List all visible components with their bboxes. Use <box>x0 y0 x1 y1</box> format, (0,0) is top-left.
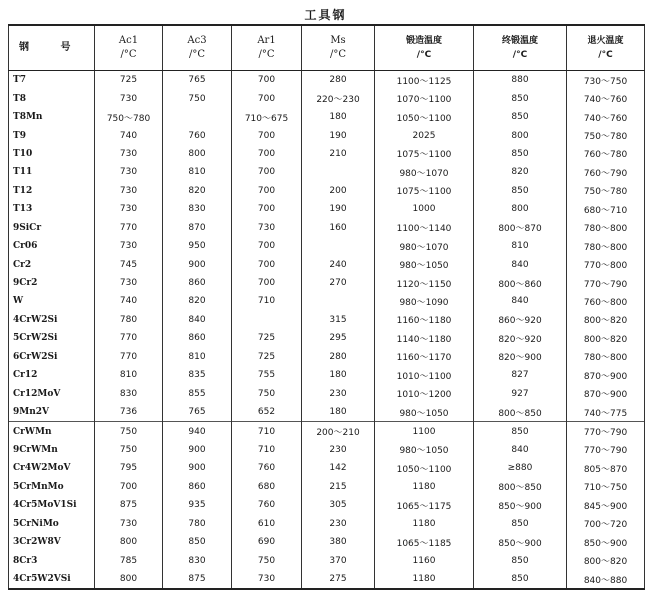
table-cell: 240 <box>302 255 375 273</box>
table-cell: 850 <box>474 551 567 569</box>
table-cell: 770 <box>95 348 163 366</box>
table-cell: 900 <box>163 441 232 459</box>
table-row <box>9 422 645 441</box>
table-row <box>9 145 645 163</box>
table-cell: 820 <box>163 292 232 310</box>
steel-grade-cell: T7 <box>9 71 95 90</box>
table-cell: 700 <box>232 71 302 90</box>
table-cell: 180 <box>302 108 375 126</box>
table-cell: 935 <box>163 496 232 514</box>
table-cell: 700 <box>232 89 302 107</box>
table-cell: 700 <box>232 182 302 200</box>
table-cell: 680～710 <box>567 200 645 218</box>
table-cell: 230 <box>302 441 375 459</box>
table-cell: 850 <box>474 515 567 533</box>
table-row <box>9 89 645 107</box>
table-cell: 1160～1180 <box>375 311 474 329</box>
table-cell: 770～800 <box>567 255 645 273</box>
table-cell: 1160 <box>375 551 474 569</box>
table-row <box>9 219 645 237</box>
table-cell: 1075～1100 <box>375 145 474 163</box>
table-cell: 860 <box>163 274 232 292</box>
table-cell: 810 <box>163 348 232 366</box>
table-cell: 780～800 <box>567 348 645 366</box>
table-cell: 770～790 <box>567 422 645 441</box>
table-cell: 800 <box>95 533 163 551</box>
table-cell: 736 <box>95 403 163 422</box>
header-ms: Ms /°C <box>302 25 375 71</box>
table-cell: 680 <box>232 478 302 496</box>
table-cell: 765 <box>163 71 232 90</box>
steel-grade-cell: T10 <box>9 145 95 163</box>
table-cell: 725 <box>232 329 302 347</box>
table-cell: 805～870 <box>567 459 645 477</box>
table-cell: 840 <box>474 255 567 273</box>
header-ar1: Ar1 /°C <box>232 25 302 71</box>
table-row <box>9 292 645 310</box>
table-cell: 870～900 <box>567 384 645 402</box>
table-cell: 750 <box>163 89 232 107</box>
table-cell: 810 <box>474 237 567 255</box>
table-cell: 305 <box>302 496 375 514</box>
table-row <box>9 551 645 569</box>
table-cell: 190 <box>302 126 375 144</box>
table-cell: 980～1070 <box>375 237 474 255</box>
table-cell: 730 <box>95 515 163 533</box>
table-cell: 700 <box>232 145 302 163</box>
steel-grade-cell: Cr12 <box>9 366 95 384</box>
table-cell: 1070～1100 <box>375 89 474 107</box>
steel-grade-cell: 5CrNiMo <box>9 515 95 533</box>
table-cell: 730 <box>95 200 163 218</box>
table-cell: 780～800 <box>567 219 645 237</box>
table-cell: 770～790 <box>567 441 645 459</box>
table-cell: 810 <box>95 366 163 384</box>
steel-grade-cell: T11 <box>9 163 95 181</box>
table-cell: 230 <box>302 384 375 402</box>
table-cell: 200 <box>302 182 375 200</box>
table-row <box>9 255 645 273</box>
table-cell: 220～230 <box>302 89 375 107</box>
table-cell <box>302 163 375 181</box>
table-cell: 950 <box>163 237 232 255</box>
table-row <box>9 237 645 255</box>
table-cell: 810 <box>163 163 232 181</box>
table-cell: 750～780 <box>567 126 645 144</box>
table-cell <box>302 292 375 310</box>
table-cell: 800～820 <box>567 311 645 329</box>
table-cell: 750 <box>95 422 163 441</box>
table-cell: 740 <box>95 292 163 310</box>
table-cell: 730 <box>95 274 163 292</box>
table-row <box>9 533 645 551</box>
steel-grade-cell: 9Mn2V <box>9 403 95 422</box>
table-cell: 1120～1150 <box>375 274 474 292</box>
table-cell: 280 <box>302 348 375 366</box>
table-cell: 730 <box>95 237 163 255</box>
table-cell: 855 <box>163 384 232 402</box>
steel-grade-cell: 9SiCr <box>9 219 95 237</box>
table-cell: 1010～1200 <box>375 384 474 402</box>
table-cell: 980～1050 <box>375 255 474 273</box>
table-cell: 770 <box>95 219 163 237</box>
table-cell: 830 <box>163 551 232 569</box>
table-cell: 725 <box>95 71 163 90</box>
steel-grade-cell: 5CrW2Si <box>9 329 95 347</box>
table-cell: 730 <box>232 570 302 589</box>
table-cell: 770 <box>95 329 163 347</box>
steel-grade-cell: Cr06 <box>9 237 95 255</box>
table-cell: 1065～1175 <box>375 496 474 514</box>
table-row <box>9 311 645 329</box>
table-cell: 740～760 <box>567 108 645 126</box>
table-cell: 827 <box>474 366 567 384</box>
table-cell: 700 <box>232 237 302 255</box>
table-cell: 652 <box>232 403 302 422</box>
table-cell: 210 <box>302 145 375 163</box>
table-cell: 750 <box>232 551 302 569</box>
table-cell: 730 <box>232 219 302 237</box>
table-row <box>9 515 645 533</box>
steel-grade-cell: 4CrW2Si <box>9 311 95 329</box>
table-cell: 980～1050 <box>375 441 474 459</box>
table-cell: 700 <box>232 255 302 273</box>
table-row <box>9 459 645 477</box>
table-cell: 750 <box>232 384 302 402</box>
table-cell: 795 <box>95 459 163 477</box>
table-cell: 750～780 <box>95 108 163 126</box>
header-ac3: Ac3 /°C <box>163 25 232 71</box>
table-cell: 270 <box>302 274 375 292</box>
table-cell: 800～820 <box>567 329 645 347</box>
table-cell: 840 <box>163 311 232 329</box>
table-cell: 1160～1170 <box>375 348 474 366</box>
table-row <box>9 441 645 459</box>
table-cell: 740～775 <box>567 403 645 422</box>
steel-grade-cell: 6CrW2Si <box>9 348 95 366</box>
steel-grade-cell: 4Cr5MoV1Si <box>9 496 95 514</box>
table-cell <box>302 237 375 255</box>
table-cell: 760 <box>232 459 302 477</box>
table-cell: 900 <box>163 255 232 273</box>
table-cell: 800～850 <box>474 403 567 422</box>
table-cell: 215 <box>302 478 375 496</box>
table-cell: 927 <box>474 384 567 402</box>
table-cell: 730 <box>95 89 163 107</box>
table-cell: 730 <box>95 182 163 200</box>
table-cell: 745 <box>95 255 163 273</box>
steel-grade-cell: 5CrMnMo <box>9 478 95 496</box>
table-cell: 850～900 <box>474 533 567 551</box>
table-cell: 870～900 <box>567 366 645 384</box>
table-cell: 1075～1100 <box>375 182 474 200</box>
table-cell: 750～780 <box>567 182 645 200</box>
table-cell: 760 <box>163 126 232 144</box>
table-cell: 820～900 <box>474 348 567 366</box>
steel-grade-cell: 9Cr2 <box>9 274 95 292</box>
tool-steel-table <box>8 24 645 590</box>
table-cell: 860 <box>163 478 232 496</box>
table-cell: 850～900 <box>474 496 567 514</box>
header-ac1: Ac1 /°C <box>95 25 163 71</box>
table-cell: 860 <box>163 329 232 347</box>
table-cell: 830 <box>163 200 232 218</box>
table-row <box>9 570 645 589</box>
table-cell: 142 <box>302 459 375 477</box>
table-row <box>9 274 645 292</box>
table-cell: 860～920 <box>474 311 567 329</box>
table-cell: 770～790 <box>567 274 645 292</box>
table-cell: 700 <box>95 478 163 496</box>
table-cell: 850 <box>474 422 567 441</box>
table-cell: 700 <box>232 163 302 181</box>
table-row <box>9 71 645 90</box>
table-cell: 850 <box>474 108 567 126</box>
table-cell: 2025 <box>375 126 474 144</box>
table-cell: 755 <box>232 366 302 384</box>
table-cell: 780 <box>95 311 163 329</box>
table-cell: 1000 <box>375 200 474 218</box>
table-cell: 190 <box>302 200 375 218</box>
table-cell: 780～800 <box>567 237 645 255</box>
table-cell: 1065～1185 <box>375 533 474 551</box>
table-cell: 830 <box>95 384 163 402</box>
steel-grade-cell: T13 <box>9 200 95 218</box>
table-cell: 1180 <box>375 478 474 496</box>
table-cell: 880 <box>474 71 567 90</box>
steel-grade-cell: 9CrWMn <box>9 441 95 459</box>
steel-grade-cell: 4Cr5W2VSi <box>9 570 95 589</box>
table-cell: 840～880 <box>567 570 645 589</box>
table-cell: 800 <box>163 145 232 163</box>
table-cell: 160 <box>302 219 375 237</box>
table-cell: 1100 <box>375 422 474 441</box>
steel-grade-cell: CrWMn <box>9 422 95 441</box>
table-cell: 835 <box>163 366 232 384</box>
table-cell: 840 <box>474 441 567 459</box>
table-cell: 800～850 <box>474 478 567 496</box>
table-cell: 730 <box>95 163 163 181</box>
table-row <box>9 126 645 144</box>
table-cell <box>163 108 232 126</box>
steel-grade-cell: T8Mn <box>9 108 95 126</box>
table-cell: 730～750 <box>567 71 645 90</box>
table-cell: 780 <box>163 515 232 533</box>
table-cell: 980～1070 <box>375 163 474 181</box>
steel-grade-cell: W <box>9 292 95 310</box>
header-grade: 钢 号 <box>9 25 95 71</box>
table-cell: 295 <box>302 329 375 347</box>
table-cell: 850 <box>474 89 567 107</box>
table-cell: 800～870 <box>474 219 567 237</box>
table-cell: 380 <box>302 533 375 551</box>
table-cell: 845～900 <box>567 496 645 514</box>
table-cell: 820～920 <box>474 329 567 347</box>
table-cell: 730 <box>95 145 163 163</box>
table-cell: 1100～1125 <box>375 71 474 90</box>
table-cell: 1050～1100 <box>375 108 474 126</box>
table-cell: 850 <box>474 570 567 589</box>
table-cell: 875 <box>163 570 232 589</box>
table-cell: 800～860 <box>474 274 567 292</box>
table-cell: 800 <box>474 126 567 144</box>
table-cell: 700 <box>232 200 302 218</box>
steel-grade-cell: Cr2 <box>9 255 95 273</box>
table-row <box>9 348 645 366</box>
table-cell: 760～800 <box>567 292 645 310</box>
table-cell: 740～760 <box>567 89 645 107</box>
header-row <box>9 25 645 71</box>
table-cell: 760 <box>232 496 302 514</box>
table-cell: 760～780 <box>567 145 645 163</box>
table-cell: 725 <box>232 348 302 366</box>
table-cell <box>232 311 302 329</box>
table-cell: 710 <box>232 441 302 459</box>
table-cell: 230 <box>302 515 375 533</box>
steel-grade-cell: Cr4W2MoV <box>9 459 95 477</box>
steel-grade-cell: T9 <box>9 126 95 144</box>
table-row <box>9 366 645 384</box>
table-cell: 315 <box>302 311 375 329</box>
table-cell: 785 <box>95 551 163 569</box>
steel-grade-cell: 3Cr2W8V <box>9 533 95 551</box>
steel-grade-cell: Cr12MoV <box>9 384 95 402</box>
header-forging-temp: 锻造温度 /°C <box>375 25 474 71</box>
table-row <box>9 496 645 514</box>
table-row <box>9 384 645 402</box>
table-cell: 1010～1100 <box>375 366 474 384</box>
steel-grade-cell: 8Cr3 <box>9 551 95 569</box>
table-cell: 940 <box>163 422 232 441</box>
table-row <box>9 200 645 218</box>
table-row <box>9 478 645 496</box>
table-cell: 710～750 <box>567 478 645 496</box>
table-cell: 800～820 <box>567 551 645 569</box>
table-cell: 180 <box>302 366 375 384</box>
table-row <box>9 182 645 200</box>
table-cell: 1140～1180 <box>375 329 474 347</box>
table-cell: 765 <box>163 403 232 422</box>
table-cell: 710～675 <box>232 108 302 126</box>
table-cell: 800 <box>474 200 567 218</box>
table-cell: 740 <box>95 126 163 144</box>
table-cell: 700～720 <box>567 515 645 533</box>
header-annealing-temp: 退火温度 /°C <box>567 25 645 71</box>
table-row <box>9 163 645 181</box>
table-row <box>9 329 645 347</box>
table-cell: 1050～1100 <box>375 459 474 477</box>
table-cell: 850 <box>474 182 567 200</box>
table-cell: 180 <box>302 403 375 422</box>
table-cell: 690 <box>232 533 302 551</box>
table-cell: 200～210 <box>302 422 375 441</box>
table-cell: 850 <box>474 145 567 163</box>
table-cell: 840 <box>474 292 567 310</box>
table-cell: ≥880 <box>474 459 567 477</box>
table-cell: 980～1050 <box>375 403 474 422</box>
table-cell: 610 <box>232 515 302 533</box>
table-cell: 850～900 <box>567 533 645 551</box>
table-cell: 820 <box>474 163 567 181</box>
table-cell: 750 <box>95 441 163 459</box>
table-cell: 710 <box>232 422 302 441</box>
steel-grade-cell: T12 <box>9 182 95 200</box>
steel-grade-cell: T8 <box>9 89 95 107</box>
table-cell: 700 <box>232 126 302 144</box>
header-final-forging-temp: 终锻温度 /°C <box>474 25 567 71</box>
table-cell: 700 <box>232 274 302 292</box>
table-cell: 800 <box>95 570 163 589</box>
table-title: 工具钢 <box>304 8 347 22</box>
table-cell: 760～790 <box>567 163 645 181</box>
table-cell: 370 <box>302 551 375 569</box>
table-cell: 850 <box>163 533 232 551</box>
table-cell: 280 <box>302 71 375 90</box>
table-row <box>9 403 645 422</box>
table-cell: 1180 <box>375 515 474 533</box>
table-cell: 710 <box>232 292 302 310</box>
table-cell: 870 <box>163 219 232 237</box>
table-cell: 820 <box>163 182 232 200</box>
table-cell: 980～1090 <box>375 292 474 310</box>
table-row <box>9 108 645 126</box>
table-cell: 1100～1140 <box>375 219 474 237</box>
table-cell: 1180 <box>375 570 474 589</box>
table-cell: 900 <box>163 459 232 477</box>
table-cell: 275 <box>302 570 375 589</box>
table-cell: 875 <box>95 496 163 514</box>
